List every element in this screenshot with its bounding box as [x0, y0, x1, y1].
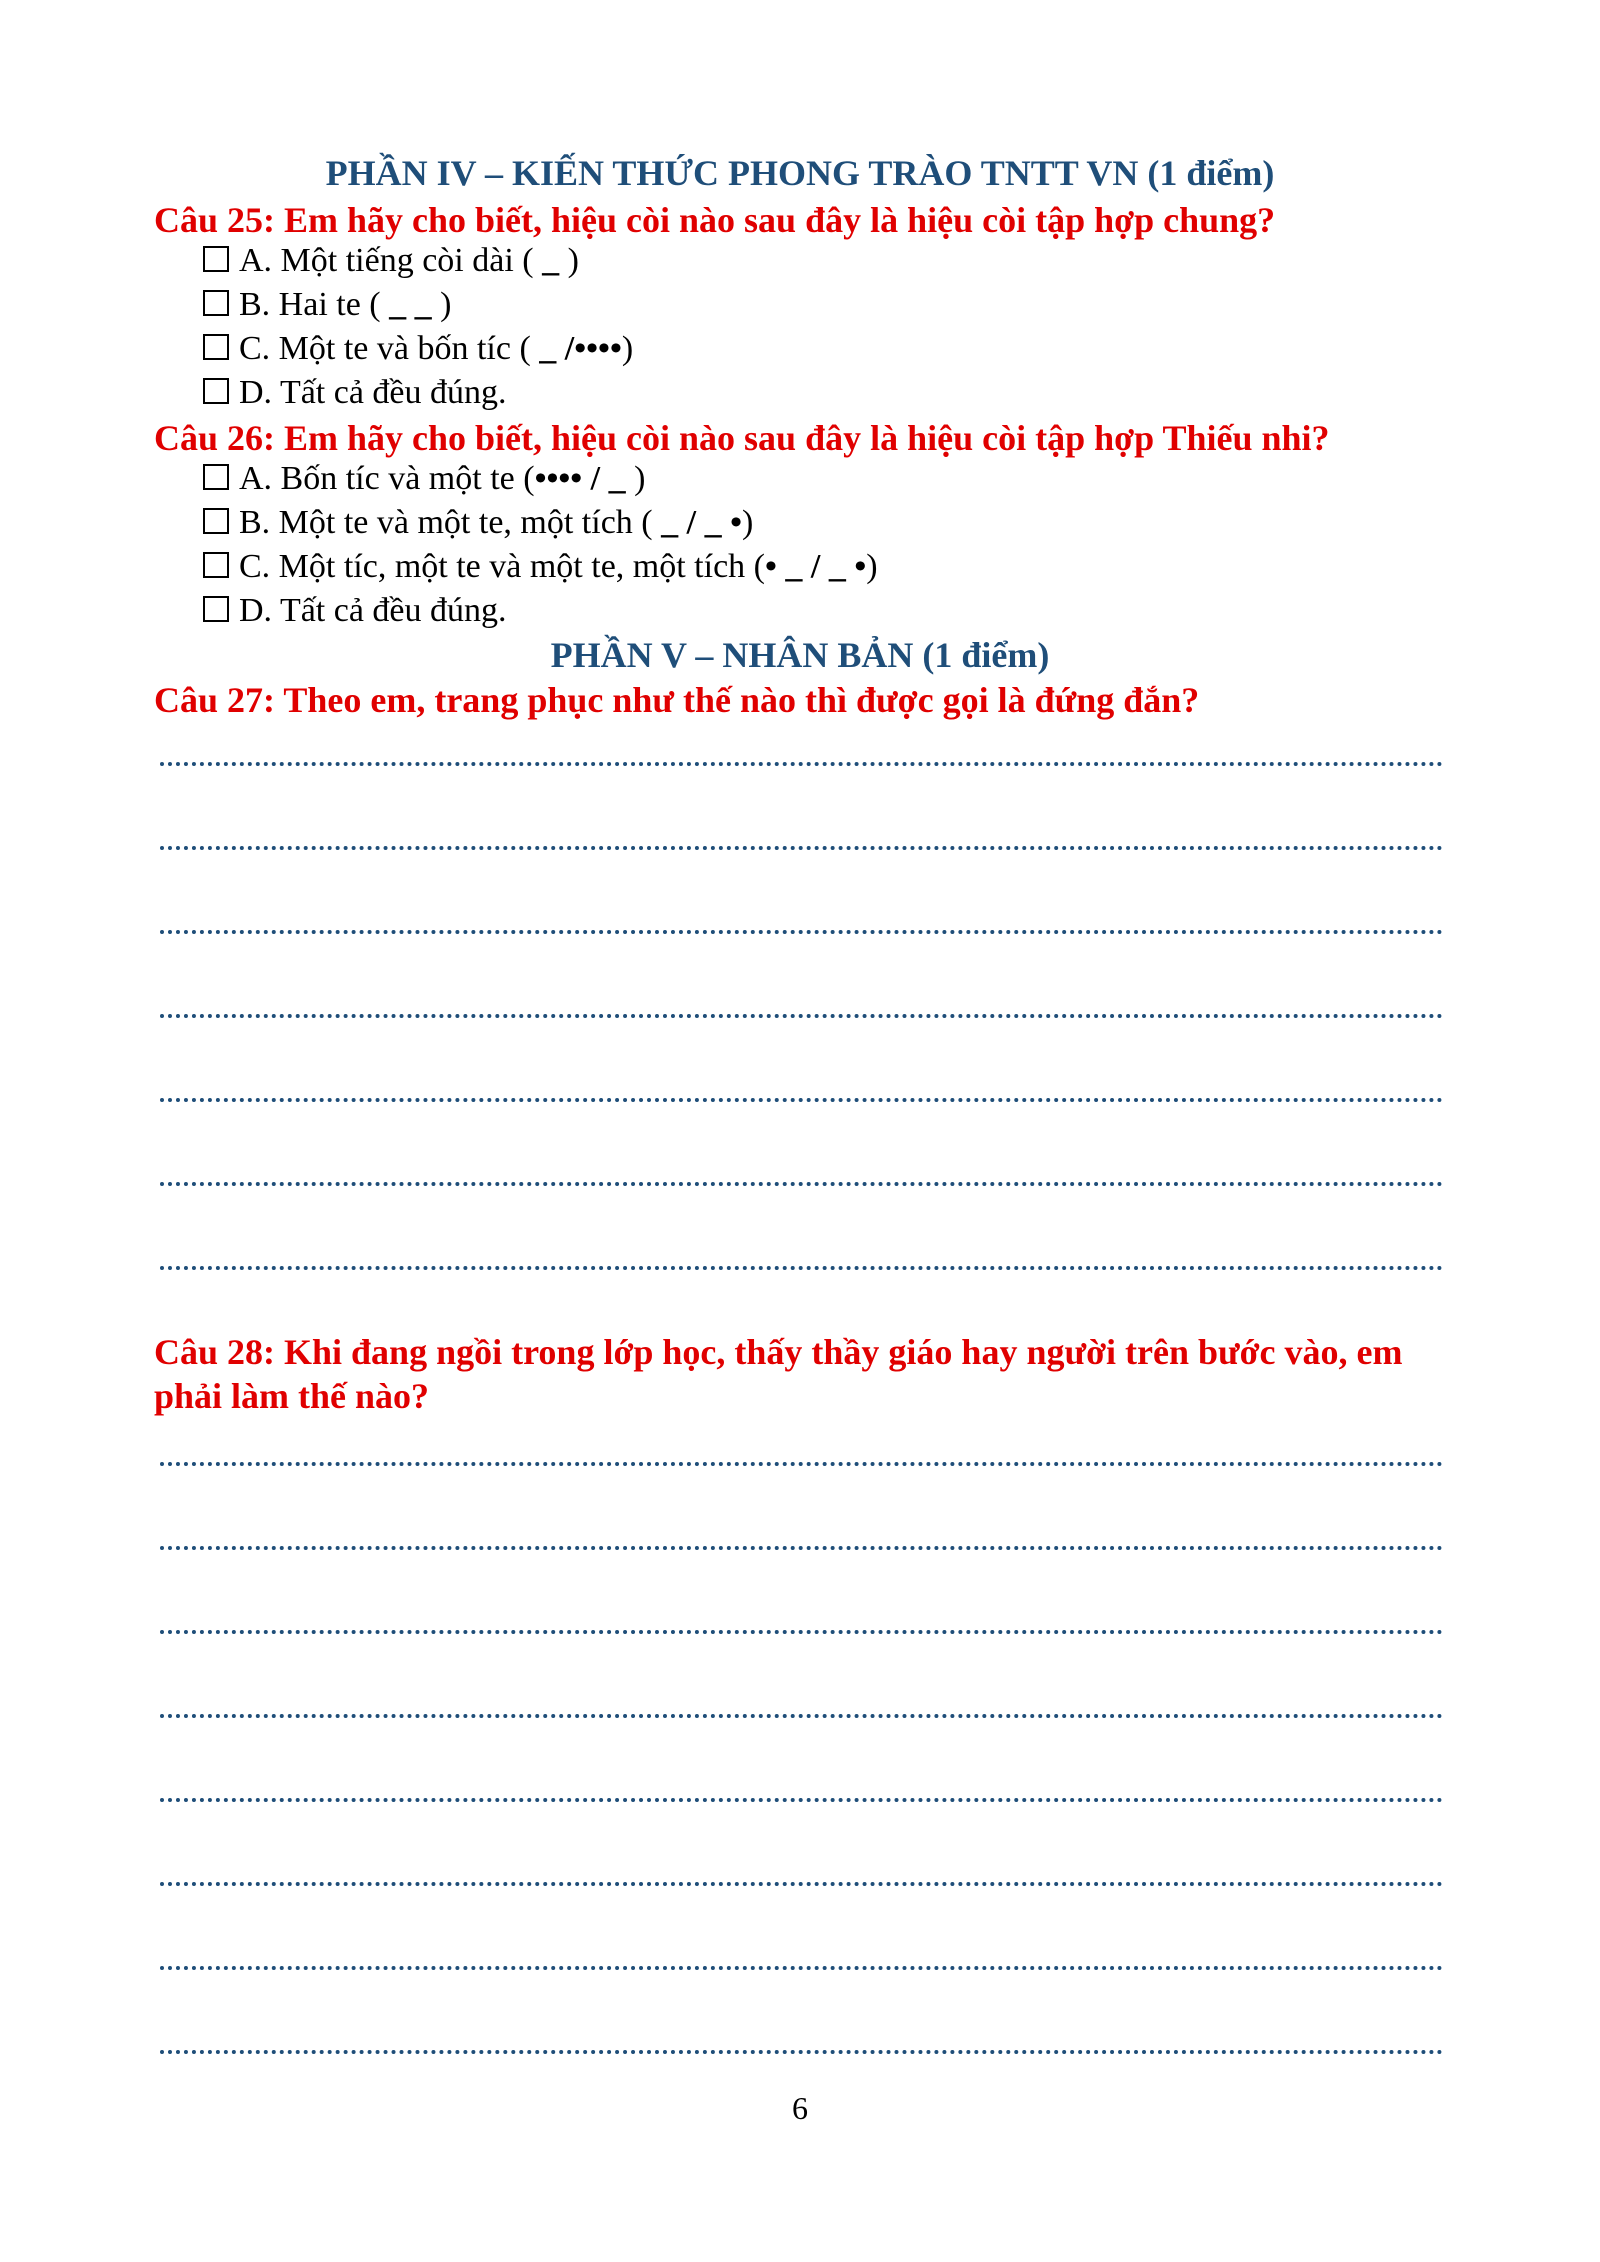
checkbox-icon[interactable]	[203, 246, 229, 272]
checkbox-icon[interactable]	[203, 552, 229, 578]
q26-option-d[interactable]	[203, 592, 507, 630]
answer-line[interactable]	[160, 930, 1443, 934]
option-label: B. Một te và một te, một tích (	[239, 504, 653, 541]
q26-option-a[interactable]	[203, 460, 645, 498]
option-label: B. Hai te (	[239, 286, 381, 323]
whistle-signal: _	[533, 242, 568, 279]
whistle-signal: _ /••••	[530, 330, 622, 367]
checkbox-icon[interactable]	[203, 508, 229, 534]
answer-line[interactable]	[160, 1098, 1443, 1102]
option-label: A. Một tiếng còi dài (	[239, 242, 534, 279]
option-label: A. Bốn tíc và một te (	[239, 460, 535, 497]
checkbox-icon[interactable]	[203, 334, 229, 360]
option-end: )	[621, 330, 634, 367]
answer-line[interactable]	[160, 762, 1443, 766]
section-title-part4: PHẦN IV – KIẾN THỨC PHONG TRÀO TNTT VN (1 điểm)	[325, 153, 1275, 193]
answer-line[interactable]	[160, 1546, 1443, 1550]
option-label: C. Một tíc, một te và một te, một tích (	[239, 548, 765, 585]
checkbox-icon[interactable]	[203, 596, 229, 622]
answer-line[interactable]	[160, 1798, 1443, 1802]
option-end: )	[440, 286, 452, 323]
question-26: Câu 26: Em hãy cho biết, hiệu còi nào sau đây là hiệu còi tập hợp Thiếu nhi?	[154, 418, 1330, 458]
answer-line[interactable]	[160, 1882, 1443, 1886]
answer-line[interactable]	[160, 1266, 1443, 1270]
answer-line[interactable]	[160, 1462, 1443, 1466]
q25-option-d[interactable]	[203, 374, 507, 412]
q26-option-c[interactable]	[203, 548, 878, 586]
checkbox-icon[interactable]	[203, 378, 229, 404]
checkbox-icon[interactable]	[203, 464, 229, 490]
q25-option-a[interactable]	[203, 242, 579, 280]
option-label: C. Một te và bốn tíc (	[239, 330, 531, 367]
answer-line[interactable]	[160, 846, 1443, 850]
option-end: )	[866, 548, 878, 585]
q25-option-b[interactable]	[203, 286, 451, 324]
answer-line[interactable]	[160, 1714, 1443, 1718]
answer-line[interactable]	[160, 1014, 1443, 1018]
q26-option-b[interactable]	[203, 504, 753, 542]
whistle-signal: •••• / _	[534, 460, 635, 497]
section-title-part5: PHẦN V – NHÂN BẢN (1 điểm)	[550, 635, 1050, 675]
page-number: 6	[792, 2090, 808, 2126]
checkbox-icon[interactable]	[203, 290, 229, 316]
option-end: )	[567, 242, 579, 279]
question-28: Câu 28: Khi đang ngồi trong lớp học, thấy thầy giáo hay người trên bước vào, em phải làm thế nào?	[154, 1332, 1403, 1416]
option-label: D. Tất cả đều đúng.	[239, 592, 507, 629]
whistle-signal: _ _	[380, 286, 441, 323]
option-end: )	[634, 460, 646, 497]
answer-line[interactable]	[160, 1630, 1443, 1634]
answer-line[interactable]	[160, 1966, 1443, 1970]
question-27: Câu 27: Theo em, trang phục như thế nào thì được gọi là đứng đắn?	[154, 680, 1200, 720]
option-end: )	[741, 504, 754, 541]
option-label: D. Tất cả đều đúng.	[239, 374, 507, 411]
answer-line[interactable]	[160, 1182, 1443, 1186]
whistle-signal: • _ / _ •	[765, 548, 867, 585]
q25-option-c[interactable]	[203, 330, 633, 368]
answer-line[interactable]	[160, 2050, 1443, 2054]
question-25: Câu 25: Em hãy cho biết, hiệu còi nào sau đây là hiệu còi tập hợp chung?	[154, 200, 1276, 240]
whistle-signal: _ / _ •	[652, 504, 742, 541]
